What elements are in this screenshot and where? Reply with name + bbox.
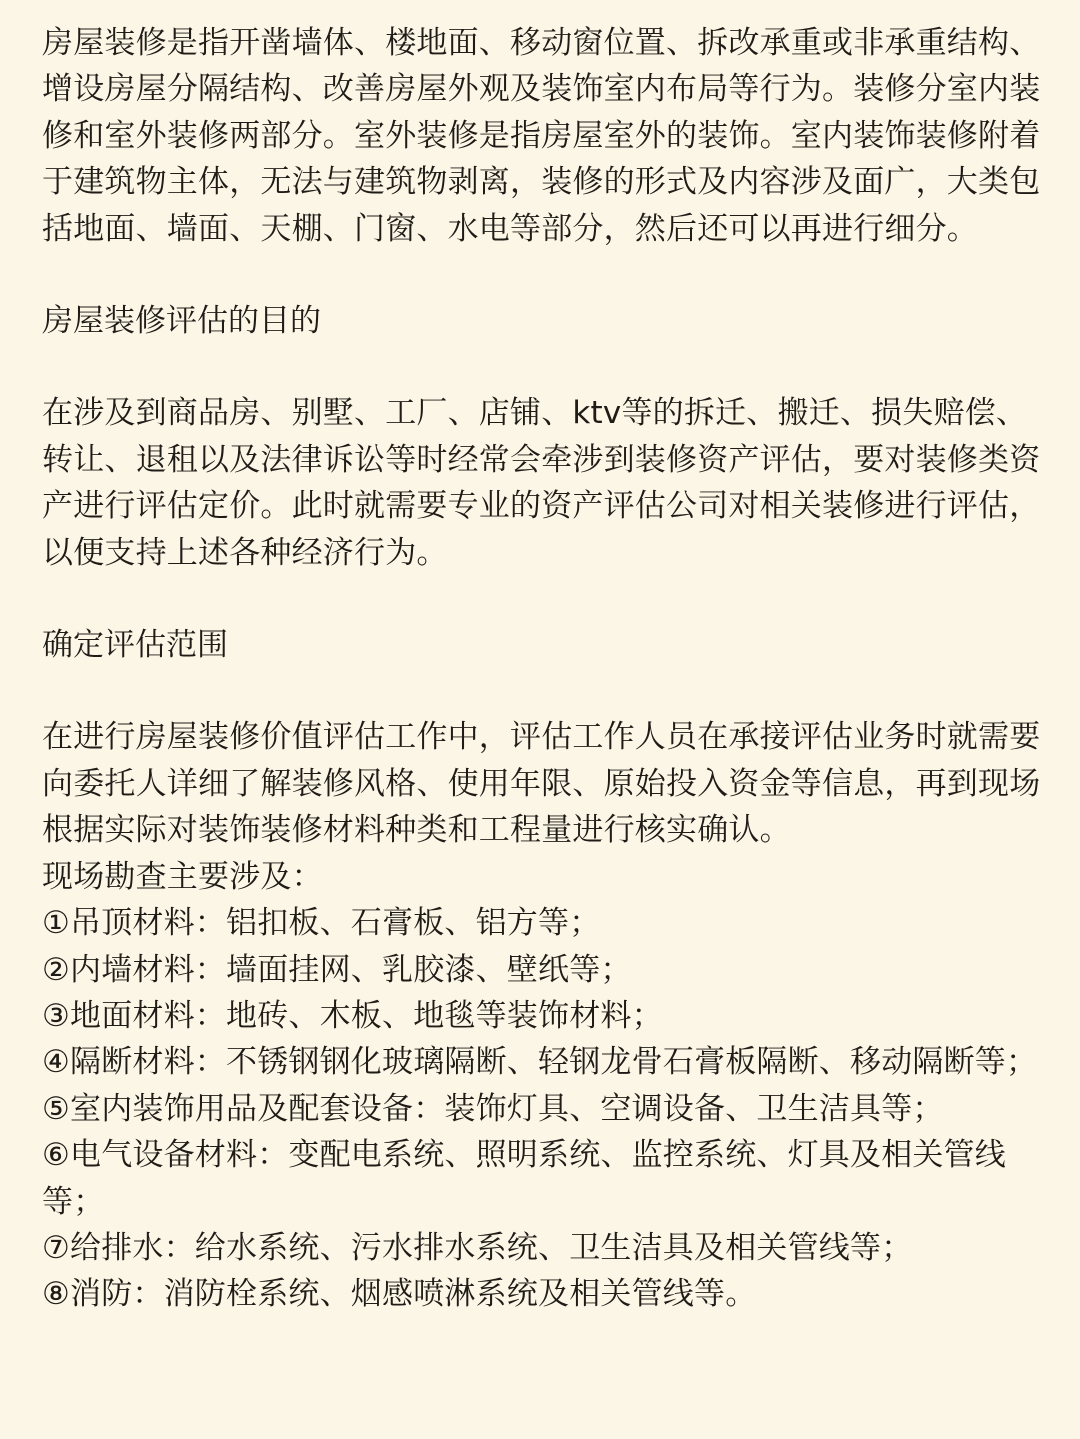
list-item: ⑤室内装饰用品及配套设备：装饰灯具、空调设备、卫生洁具等； [42,1090,944,1127]
survey-list [42,900,1058,1318]
section-heading-purpose: 房屋装修评估的目的 [42,303,321,340]
list-item: ②内墙材料：墙面挂网、乳胶漆、壁纸等； [42,951,632,988]
intro-paragraph: 房屋装修是指开凿墙体、楼地面、移动窗位置、拆改承重或非承重结构、增设房屋分隔结构、改善房屋外观及装饰室内布局等行为。装修分室内装修和室外装修两部分。室外装修是指房屋室外的装饰。室内装饰装修附着于建筑物主体，无法与建筑物剥离，装修的形式及内容涉及面广，大类包括地面、墙面、天棚、门窗、水电等部分，然后还可以再进行细分。 [42,25,1041,247]
scope-paragraph: 在进行房屋装修价值评估工作中，评估工作人员在承接评估业务时就需要向委托人详细了解装修风格、使用年限、原始投入资金等信息，再到现场根据实际对装饰装修材料种类和工程量进行核实确认。 [42,719,1041,849]
list-item: ①吊顶材料：铝扣板、石膏板、铝方等； [42,905,601,942]
purpose-paragraph: 在涉及到商品房、别墅、工厂、店铺、ktv等的拆迁、搬迁、损失赔偿、转让、退租以及法律诉讼等时经常会牵涉到装修资产评估，要对装修类资产进行评估定价。此时就需要专业的资产评估公司对相关装修进行评估，以便支持上述各种经济行为。 [42,395,1041,571]
section-heading-scope: 确定评估范围 [42,627,228,664]
list-item: ⑦给排水：给水系统、污水排水系统、卫生洁具及相关管线等； [42,1229,913,1266]
list-item: ⑧消防：消防栓系统、烟感喷淋系统及相关管线等。 [42,1276,757,1313]
list-item: ⑥电气设备材料：变配电系统、照明系统、监控系统、灯具及相关管线等； [42,1137,1006,1220]
list-item: ③地面材料：地砖、木板、地毯等装饰材料； [42,997,663,1034]
survey-intro: 现场勘查主要涉及： [42,858,323,895]
list-item: ④隔断材料：不锈钢钢化玻璃隔断、轻钢龙骨石膏板隔断、移动隔断等； [42,1044,1038,1081]
